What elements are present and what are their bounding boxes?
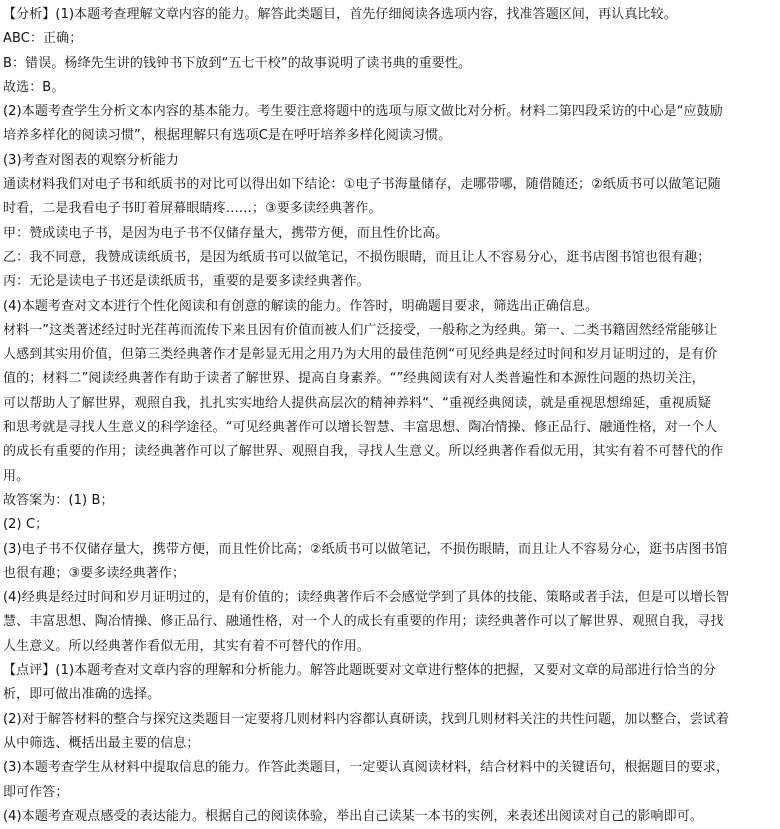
text-line: 用。: [3, 468, 30, 484]
text-line: 人感到其实用价值，但第三类经典著作才是彰显无用之用乃为大用的最佳范例“可见经典是经过时间和岁月证明过的，是有价: [3, 347, 718, 363]
text-line: (2)本题考查学生分析文本内容的基本能力。考生要注意将题中的选项与原文做比对分析。材料二第四段采访的中心是“应鼓励: [3, 104, 723, 120]
text-line: 人生意义。所以经典著作看似无用，其实有着不可替代的作用。: [3, 638, 370, 654]
text-line: 即可作答；: [3, 784, 69, 800]
text-line: 也很有趣；③要多读经典著作；: [3, 565, 186, 581]
text-line: (4)经典是经过时间和岁月证明过的，是有价值的；读经典著作后不会感觉学到了具体的技能、策略或者手法，但是可以增长智: [3, 590, 730, 606]
text-line: (3)考查对图表的观察分析能力: [3, 152, 179, 168]
text-line: (4)本题考查观点感受的表达能力。根据自己的阅读体验，举出自己读某一本书的实例，来表述出阅读对自己的影响即可。: [3, 808, 703, 824]
text-line: 【分析】(1)本题考查理解文章内容的能力。解答此类题目，首先仔细阅读各选项内容，找准答题区间，再认真比较。: [3, 7, 677, 22]
text-line: 的成长有重要的作用；读经典著作可以了解世界、观照自我，寻找人生意义。所以经典著作看似无用，其实有着不可替代的作: [3, 444, 724, 460]
text-line: 值的；材料二”阅读经典著作有助于读者了解世界、提高自身素养。“”经典阅读有对人类普遍性和本源性问题的热切关注，: [3, 371, 705, 387]
text-line: 【点评】(1)本题考查对文章内容的理解和分析能力。解答此题既要对文章进行整体的把握，又要对文章的局部进行恰当的分: [3, 663, 717, 679]
text-line: 时看，二是我看电子书盯着屏幕眼睛疼……；③要多读经典著作。: [3, 201, 382, 217]
text-line: 从中筛选、概括出最主要的信息；: [3, 735, 200, 751]
text-line: (2) C；: [3, 517, 49, 533]
text-line: 慧、丰富思想、陶冶情操、修正品行、融通性格，对一个人的成长有重要的作用；读经典著作可以了解世界、观照自我，寻找: [3, 614, 724, 630]
text-line: 可以帮助人了解世界，观照自我，扎扎实实地给人提供高层次的精神养料“、“重视经典阅读，就是重视思想绵延，重视质疑: [3, 395, 711, 411]
text-line: (2)对于解答材料的整合与探究这类题目一定要将几则材料内容都认真研读，找到几则材料关注的共性问题，加以整合，尝试着: [3, 711, 730, 727]
text-line: 和思考就是寻找人生意义的科学途径。“可见经典著作可以增长智慧、丰富思想、陶冶情操、修正品行、融通性格，对一个人: [3, 420, 718, 436]
text-line: (3)电子书不仅储存量大，携带方便，而且性价比高；②纸质书可以做笔记，不损伤眼睛，而且让人不容易分心，逛书店图书馆: [3, 541, 728, 557]
text-line: B：错误。杨绛先生讲的钱钟书下放到“五七干校”的故事说明了读书典的重要性。: [3, 55, 472, 71]
text-line: ABC：正确；: [3, 31, 83, 47]
text-line: (3)本题考查学生从材料中提取信息的能力。作答此类题目，一定要认真阅读材料，结合材料中的关键语句，根据题目的要求，: [3, 760, 730, 776]
text-line: 材料一”这类著述经过时光荏苒而流传下来且因有价值而被人们广泛接受，一般称之为经典。第一、二类书籍固然经常能够让: [3, 322, 718, 338]
text-line: 乙：我不同意，我赞成读纸质书，是因为纸质书可以做笔记，不损伤眼睛，而且让人不容易分心，逛书店图书馆也很有趣；: [3, 249, 711, 265]
text-line: 故选：B。: [3, 79, 65, 95]
text-line: 析，即可做出准确的选择。: [3, 687, 161, 703]
text-line: 培养多样化的阅读习惯”，根据理解只有选项C是在呼吁培养多样化阅读习惯。: [3, 128, 452, 144]
text-line: 丙：无论是读电子书还是读纸质书，重要的是要多读经典著作。: [3, 274, 370, 290]
text-line: 故答案为：(1) B；: [3, 492, 114, 508]
text-line: 甲：赞成读电子书，是因为电子书不仅储存量大，携带方便，而且性价比高。: [3, 225, 449, 241]
text-line: 通读材料我们对电子书和纸质书的对比可以得出如下结论：①电子书海量储存，走哪带哪，随借随还；②纸质书可以做笔记随: [3, 177, 721, 193]
text-line: (4)本题考查对文本进行个性化阅读和有创意的解读的能力。作答时，明确题目要求，筛选出正确信息。: [3, 298, 599, 314]
